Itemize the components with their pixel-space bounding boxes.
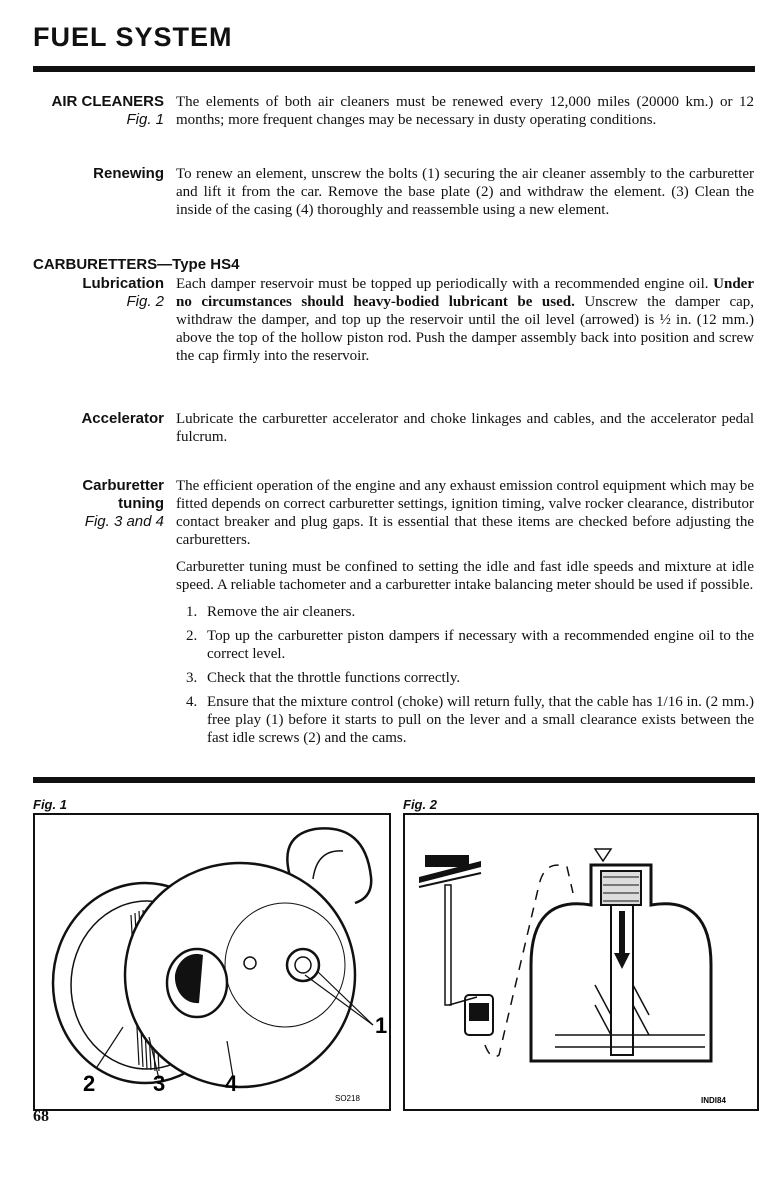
lubrication-label: Lubrication	[82, 275, 164, 292]
callout-3: 3	[153, 1071, 166, 1096]
tuning-fig-ref: Fig. 3 and 4	[84, 513, 164, 530]
renewing-paragraph: To renew an element, unscrew the bolts (1) securing the air cleaner assembly to the carburetter and lift it from the car. Remove the base plate (2) and withdraw the element. (3) Clean the inside of the casing (4) thoroughly and reassemble using a new element.	[176, 166, 754, 218]
list-item	[176, 693, 754, 747]
fig1-illustration	[33, 813, 391, 1111]
top-rule	[33, 66, 755, 72]
lubrication-warning: Under no circumstances should heavy-bodied lubricant be used.	[176, 276, 754, 310]
tuning-label-line-1: Carburetter	[82, 477, 164, 494]
accelerator-label: Accelerator	[81, 410, 164, 427]
damper-cap	[425, 855, 469, 867]
bolt-2	[244, 957, 256, 969]
step-text: Check that the throttle functions correctly.	[207, 670, 461, 686]
step-text: Ensure that the mixture control (choke) will return fully, that the cable has 1/16 in. (2 mm.) free play (1) before it starts to pull on the lever and a small clearance exists between the fast idle screws (2) and the cams.	[207, 694, 754, 746]
bolt-1-head	[295, 957, 311, 973]
damper-rod	[445, 885, 451, 1005]
tuning-body	[176, 477, 754, 753]
carburetters-heading: CARBURETTERS—Type HS4	[33, 256, 240, 273]
air-cleaners-side-heading	[51, 93, 164, 129]
list-item	[176, 603, 754, 621]
air-cleaners-fig-ref: Fig. 1	[126, 111, 164, 128]
tuning-paragraph-1: The efficient operation of the engine and any exhaust emission control equipment which may be fitted depends on correct carburetter settings, ignition timing, valve rocker clearance, distributor contact breaker and plug gaps. It is essential that these items are checked before adjusting the carburetters.	[176, 478, 754, 548]
step-number: 4.	[186, 694, 198, 710]
air-cleaners-paragraph: The elements of both air cleaners must be renewed every 12,000 miles (20000 km.) or 12 months; more frequent changes may be necessary in dusty operating conditions.	[176, 94, 754, 128]
fig2-illustration	[403, 813, 759, 1111]
tuning-side-heading	[82, 477, 164, 531]
accelerator-body	[176, 410, 754, 455]
damper-drawing	[405, 815, 757, 1109]
lubrication-paragraph	[176, 275, 754, 365]
lubrication-text-2: Unscrew the damper cap, withdraw the damper, and top up the reservoir until the oil level (arrowed) is ½ in. (12 mm.) above the top of the hollow piston rod. Push the damper assembly back into position and screw the cap firmly into the reservoir.	[176, 294, 755, 364]
lubrication-text-1: Each damper reservoir must be topped up periodically with a recommended engine oil.	[176, 276, 709, 292]
fig2-code: INDI84	[701, 1096, 726, 1105]
list-item	[176, 669, 754, 687]
air-cleaners-heading: AIR CLEANERS	[51, 93, 164, 110]
callout-2: 2	[83, 1071, 96, 1096]
page-title: FUEL SYSTEM	[33, 22, 233, 52]
list-item	[176, 627, 754, 663]
fig2-label: Fig. 2	[403, 797, 437, 812]
intake-elbow-inner	[313, 851, 343, 879]
callout-1: 1	[375, 1013, 388, 1038]
tuning-paragraph-2: Carburetter tuning must be confined to setting the idle and fast idle speeds and mixture at idle speed. A reliable tachometer and a carburetter intake balancing meter should be used if possible.	[176, 559, 754, 593]
bottom-rule	[33, 777, 755, 783]
accelerator-paragraph: Lubricate the carburetter accelerator and choke linkages and cables, and the accelerator pedal fulcrum.	[176, 411, 754, 445]
step-number: 1.	[186, 604, 198, 620]
callout-4: 4	[225, 1071, 238, 1096]
lubrication-body	[176, 275, 754, 374]
air-cleaner-drawing	[35, 815, 389, 1109]
damper-piston-body	[469, 1003, 489, 1021]
oil-level-arrow	[595, 849, 611, 861]
tuning-steps-list	[176, 603, 754, 747]
reservoir-neck	[601, 871, 641, 905]
step-number: 3.	[186, 670, 198, 686]
page-number: 68	[33, 1108, 49, 1125]
fig1-label: Fig. 1	[33, 797, 67, 812]
lubrication-fig-ref: Fig. 2	[126, 293, 164, 310]
step-text: Top up the carburetter piston dampers if necessary with a recommended engine oil to the correct level.	[207, 628, 754, 662]
renewing-body	[176, 165, 754, 228]
lubrication-side-heading	[82, 275, 164, 311]
renewing-label: Renewing	[93, 165, 164, 182]
tuning-label-line-2: tuning	[118, 495, 164, 512]
step-text: Remove the air cleaners.	[207, 604, 356, 620]
air-cleaners-body	[176, 93, 754, 138]
fig1-code: SO218	[335, 1094, 360, 1103]
step-number: 2.	[186, 628, 198, 644]
accelerator-side-heading	[81, 410, 164, 428]
renewing-side-heading	[93, 165, 164, 183]
